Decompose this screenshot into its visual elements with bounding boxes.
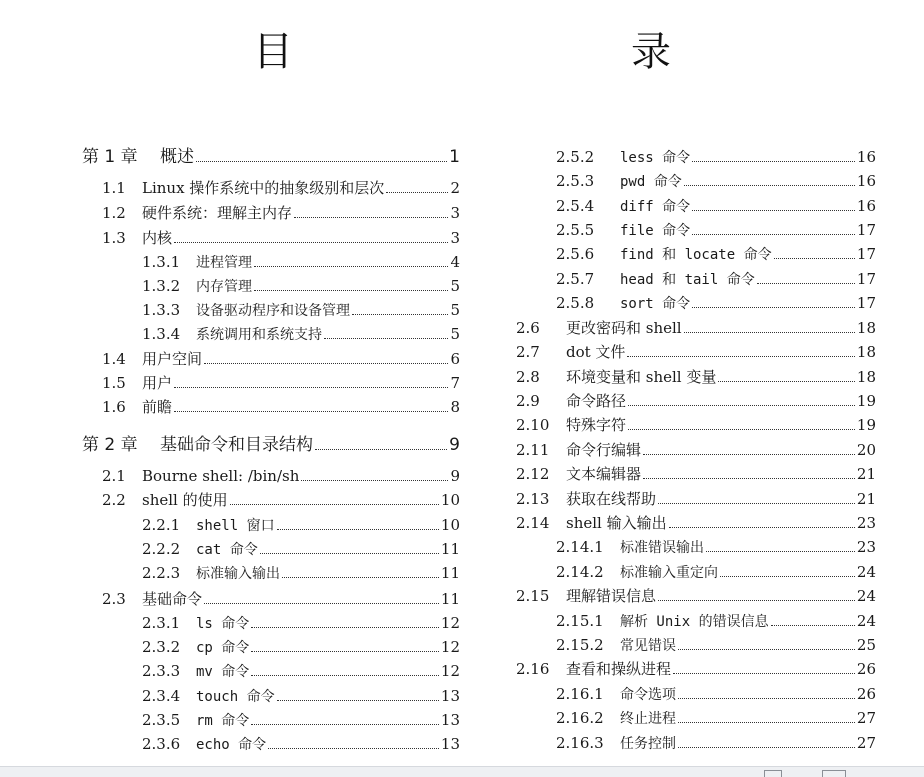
toc-entry-page: 9 bbox=[450, 467, 460, 485]
toc-entry[interactable] bbox=[556, 172, 876, 191]
toc-entry-page: 3 bbox=[450, 204, 460, 222]
toc-entry-page: 10 bbox=[440, 516, 460, 534]
toc-entry-number: 2.13 bbox=[516, 490, 550, 508]
toc-entry-title: 终止进程 bbox=[620, 711, 676, 727]
two-page-icon[interactable] bbox=[822, 770, 846, 777]
toc-leader-dots bbox=[230, 503, 439, 505]
toc-entry-title: 更改密码和 shell bbox=[566, 319, 682, 337]
toc-entry-page: 21 bbox=[856, 490, 876, 508]
toc-leader-dots bbox=[251, 674, 439, 676]
toc-entry-number: 2.14.1 bbox=[556, 538, 604, 556]
single-page-icon[interactable] bbox=[764, 770, 782, 777]
toc-leader-dots bbox=[678, 697, 855, 699]
toc-entry-page: 11 bbox=[440, 564, 460, 582]
toc-entry-title: Bourne shell: /bin/sh bbox=[142, 467, 300, 485]
toc-entry-page: 13 bbox=[440, 687, 460, 705]
toc-leader-dots bbox=[643, 453, 855, 455]
toc-entry-number: 2.3.3 bbox=[142, 662, 181, 680]
toc-leader-dots bbox=[774, 257, 855, 259]
toc-entry[interactable] bbox=[142, 516, 460, 535]
toc-entry-number: 1.5 bbox=[102, 374, 126, 392]
toc-entry-page: 11 bbox=[440, 590, 460, 608]
toc-entry[interactable] bbox=[142, 687, 460, 706]
toc-entry-page: 2 bbox=[450, 179, 460, 197]
toc-entry-page: 1 bbox=[449, 147, 460, 167]
toc-entry-page: 7 bbox=[450, 374, 460, 392]
toc-entry-number: 2.5.2 bbox=[556, 148, 595, 166]
toc-entry-title: cat 命令 bbox=[196, 542, 258, 558]
toc-leader-dots bbox=[643, 477, 855, 479]
toc-leader-dots bbox=[277, 699, 439, 701]
toc-entry-number: 2.11 bbox=[516, 441, 550, 459]
toc-entry-title: head 和 tail 命令 bbox=[620, 272, 755, 288]
toc-entry[interactable] bbox=[556, 636, 876, 655]
toc-entry-title: rm 命令 bbox=[196, 713, 250, 729]
toc-entry-title: 命令选项 bbox=[620, 687, 676, 703]
toc-entry[interactable] bbox=[102, 590, 460, 608]
toc-entry[interactable] bbox=[142, 540, 460, 559]
toc-leader-dots bbox=[254, 265, 448, 267]
toc-entry[interactable] bbox=[142, 711, 460, 730]
toc-entry-page: 16 bbox=[856, 148, 876, 166]
toc-entry-number: 2.15 bbox=[516, 587, 550, 605]
toc-entry-title: touch 命令 bbox=[196, 689, 275, 705]
toc-entry[interactable] bbox=[556, 685, 876, 704]
toc-entry[interactable] bbox=[82, 148, 460, 166]
toc-entry-title: shell 窗口 bbox=[196, 518, 275, 534]
toc-entry-title: 用户 bbox=[142, 374, 173, 392]
toc-entry-number: 2.16.1 bbox=[556, 685, 604, 703]
toc-entry-page: 16 bbox=[856, 197, 876, 215]
toc-entry-page: 18 bbox=[856, 368, 876, 386]
toc-entry-number: 2.2.1 bbox=[142, 516, 181, 534]
toc-leader-dots bbox=[771, 624, 855, 626]
toc-entry-page: 18 bbox=[856, 343, 876, 361]
toc-entry-number: 2.3.2 bbox=[142, 638, 181, 656]
toc-entry-title: ls 命令 bbox=[196, 616, 250, 632]
toc-leader-dots bbox=[196, 160, 447, 162]
toc-entry[interactable] bbox=[516, 490, 876, 508]
toc-leader-dots bbox=[174, 410, 448, 412]
toc-entry[interactable] bbox=[556, 148, 876, 167]
toc-entry-page: 9 bbox=[449, 435, 460, 455]
toc-entry-page: 27 bbox=[856, 734, 876, 752]
toc-entry-number: 1.3.3 bbox=[142, 301, 181, 319]
toc-entry-title: 任务控制 bbox=[620, 736, 676, 752]
toc-entry-title: echo 命令 bbox=[196, 737, 267, 753]
toc-leader-dots bbox=[251, 650, 439, 652]
toc-entry-number: 1.6 bbox=[102, 398, 126, 416]
toc-entry[interactable] bbox=[102, 374, 460, 392]
toc-entry-title: 标准输入重定向 bbox=[620, 565, 718, 581]
toc-entry-number: 2.3.1 bbox=[142, 614, 181, 632]
toc-entry-number: 2.2.2 bbox=[142, 540, 181, 558]
toc-entry[interactable] bbox=[556, 197, 876, 216]
toc-entry-number: 2.14.2 bbox=[556, 563, 604, 581]
toc-entry-number: 2.1 bbox=[102, 467, 126, 485]
toc-entry[interactable] bbox=[516, 343, 876, 361]
toc-leader-dots bbox=[294, 216, 448, 218]
toc-entry-number: 1.4 bbox=[102, 350, 126, 368]
toc-leader-dots bbox=[315, 448, 447, 450]
toc-entry-title: 查看和操纵进程 bbox=[566, 660, 672, 678]
toc-entry[interactable] bbox=[556, 538, 876, 557]
toc-leader-dots bbox=[301, 479, 448, 481]
toc-leader-dots bbox=[658, 599, 855, 601]
toc-entry-title: 环境变量和 shell 变量 bbox=[566, 368, 717, 386]
toc-entry-title: 文本编辑器 bbox=[566, 465, 642, 483]
toc-leader-dots bbox=[324, 337, 448, 339]
toc-leader-dots bbox=[678, 721, 855, 723]
toc-entry[interactable] bbox=[142, 277, 460, 296]
toc-entry[interactable] bbox=[142, 638, 460, 657]
toc-entry[interactable] bbox=[102, 491, 460, 509]
viewer-bottom-bar bbox=[0, 766, 924, 777]
toc-entry-title: 解析 Unix 的错误信息 bbox=[620, 614, 769, 630]
toc-leader-dots bbox=[174, 241, 448, 243]
toc-entry-title: 用户空间 bbox=[142, 350, 203, 368]
toc-entry-number: 2.5.8 bbox=[556, 294, 595, 312]
toc-leader-dots bbox=[684, 184, 855, 186]
toc-entry-number: 1.2 bbox=[102, 204, 126, 222]
toc-entry[interactable] bbox=[102, 179, 460, 197]
toc-entry-title: 标准输入输出 bbox=[196, 566, 280, 582]
toc-entry-page: 13 bbox=[440, 735, 460, 753]
toc-leader-dots bbox=[251, 723, 439, 725]
toc-entry-title: diff 命令 bbox=[620, 199, 691, 215]
toc-leader-dots bbox=[282, 576, 439, 578]
toc-entry-page: 12 bbox=[440, 614, 460, 632]
toc-leader-dots bbox=[718, 380, 855, 382]
toc-entry-page: 10 bbox=[440, 491, 460, 509]
toc-leader-dots bbox=[658, 502, 855, 504]
toc-entry-title: shell 的使用 bbox=[142, 491, 228, 509]
toc-entry-number: 2.9 bbox=[516, 392, 540, 410]
toc-entry[interactable] bbox=[102, 350, 460, 368]
toc-entry-title: 内核 bbox=[142, 229, 173, 247]
toc-entry-number: 2.5.5 bbox=[556, 221, 595, 239]
toc-entry-title: 特殊字符 bbox=[566, 416, 627, 434]
toc-entry-title: 硬件系统：理解主内存 bbox=[142, 204, 293, 222]
toc-entry-number: 2.15.1 bbox=[556, 612, 604, 630]
toc-entry[interactable] bbox=[142, 735, 460, 754]
toc-entry-number: 1.3 bbox=[102, 229, 126, 247]
toc-entry-number: 1.3.1 bbox=[142, 253, 181, 271]
toc-entry-page: 13 bbox=[440, 711, 460, 729]
toc-leader-dots bbox=[386, 191, 448, 193]
toc-leader-dots bbox=[277, 528, 439, 530]
toc-entry-page: 20 bbox=[856, 441, 876, 459]
toc-entry[interactable] bbox=[516, 514, 876, 532]
toc-entry-title: 获取在线帮助 bbox=[566, 490, 657, 508]
toc-entry-number: 第 2 章 bbox=[82, 435, 138, 455]
toc-entry-title: sort 命令 bbox=[620, 296, 691, 312]
toc-entry-title: 内存管理 bbox=[196, 279, 252, 295]
toc-leader-dots bbox=[204, 362, 448, 364]
toc-entry-page: 25 bbox=[856, 636, 876, 654]
toc-entry-page: 24 bbox=[856, 563, 876, 581]
toc-entry-number: 1.1 bbox=[102, 179, 126, 197]
toc-entry-title: 标准错误输出 bbox=[620, 540, 704, 556]
toc-leader-dots bbox=[268, 747, 439, 749]
toc-entry-title: 进程管理 bbox=[196, 255, 252, 271]
toc-entry-page: 4 bbox=[450, 253, 460, 271]
toc-entry-title: 概述 bbox=[160, 147, 194, 167]
toc-entry-number: 2.5.6 bbox=[556, 245, 595, 263]
toc-entry-number: 2.5.7 bbox=[556, 270, 595, 288]
toc-entry[interactable] bbox=[556, 270, 876, 289]
toc-entry-page: 26 bbox=[856, 660, 876, 678]
toc-entry-page: 12 bbox=[440, 638, 460, 656]
toc-entry[interactable] bbox=[102, 229, 460, 247]
toc-entry-number: 2.3.6 bbox=[142, 735, 181, 753]
toc-entry-number: 2.6 bbox=[516, 319, 540, 337]
toc-entry[interactable] bbox=[556, 221, 876, 240]
toc-entry-title: find 和 locate 命令 bbox=[620, 247, 772, 263]
toc-entry[interactable] bbox=[142, 662, 460, 681]
toc-entry-page: 17 bbox=[856, 245, 876, 263]
toc-leader-dots bbox=[692, 306, 855, 308]
toc-entry-page: 16 bbox=[856, 172, 876, 190]
toc-entry-title: mv 命令 bbox=[196, 664, 250, 680]
toc-entry-page: 5 bbox=[450, 301, 460, 319]
toc-entry-title: dot 文件 bbox=[566, 343, 626, 361]
toc-entry[interactable] bbox=[516, 368, 876, 386]
toc-entry[interactable] bbox=[556, 563, 876, 582]
toc-entry-title: pwd 命令 bbox=[620, 174, 682, 190]
toc-entry[interactable] bbox=[82, 436, 460, 454]
toc-entry-page: 21 bbox=[856, 465, 876, 483]
toc-leader-dots bbox=[669, 526, 855, 528]
toc-entry-number: 2.3.4 bbox=[142, 687, 181, 705]
toc-entry-page: 8 bbox=[450, 398, 460, 416]
toc-entry-number: 2.12 bbox=[516, 465, 550, 483]
toc-entry-title: file 命令 bbox=[620, 223, 691, 239]
toc-entry-title: 系统调用和系统支持 bbox=[196, 327, 322, 343]
toc-entry-page: 19 bbox=[856, 392, 876, 410]
toc-entry[interactable] bbox=[556, 612, 876, 631]
toc-entry[interactable] bbox=[516, 465, 876, 483]
toc-entry-title: 命令行编辑 bbox=[566, 441, 642, 459]
toc-entry-page: 26 bbox=[856, 685, 876, 703]
toc-entry[interactable] bbox=[516, 392, 876, 410]
toc-entry[interactable] bbox=[516, 441, 876, 459]
toc-leader-dots bbox=[628, 404, 855, 406]
toc-entry-page: 17 bbox=[856, 294, 876, 312]
toc-entry-number: 1.3.2 bbox=[142, 277, 181, 295]
toc-entry-number: 2.7 bbox=[516, 343, 540, 361]
toc-entry-number: 2.15.2 bbox=[556, 636, 604, 654]
toc-entry-page: 23 bbox=[856, 514, 876, 532]
toc-entry-title: 理解错误信息 bbox=[566, 587, 657, 605]
toc-entry-title: 设备驱动程序和设备管理 bbox=[196, 303, 350, 319]
toc-entry-number: 2.16.2 bbox=[556, 709, 604, 727]
toc-entry-page: 5 bbox=[450, 325, 460, 343]
toc-leader-dots bbox=[204, 602, 439, 604]
toc-leader-dots bbox=[628, 428, 855, 430]
toc-leader-dots bbox=[627, 355, 854, 357]
toc-leader-dots bbox=[678, 746, 855, 748]
toc-entry-title: less 命令 bbox=[620, 150, 691, 166]
toc-entry[interactable] bbox=[556, 709, 876, 728]
toc-entry[interactable] bbox=[556, 294, 876, 313]
toc-entry[interactable] bbox=[142, 614, 460, 633]
toc-entry-number: 2.3.5 bbox=[142, 711, 181, 729]
toc-entry[interactable] bbox=[556, 734, 876, 753]
toc-leader-dots bbox=[352, 313, 448, 315]
toc-entry[interactable] bbox=[142, 301, 460, 320]
toc-entry-page: 27 bbox=[856, 709, 876, 727]
toc-entry[interactable] bbox=[102, 398, 460, 416]
toc-entry-title: 命令路径 bbox=[566, 392, 627, 410]
toc-entry[interactable] bbox=[516, 416, 876, 434]
toc-entry-number: 2.5.3 bbox=[556, 172, 595, 190]
toc-leader-dots bbox=[260, 552, 439, 554]
toc-entry-number: 2.10 bbox=[516, 416, 550, 434]
toc-leader-dots bbox=[706, 550, 855, 552]
toc-entry-page: 24 bbox=[856, 587, 876, 605]
toc-leader-dots bbox=[678, 648, 855, 650]
toc-leader-dots bbox=[692, 160, 855, 162]
toc-entry[interactable] bbox=[142, 253, 460, 272]
toc-entry-page: 18 bbox=[856, 319, 876, 337]
toc-entry-number: 2.14 bbox=[516, 514, 550, 532]
toc-entry-page: 5 bbox=[450, 277, 460, 295]
toc-entry[interactable] bbox=[516, 660, 876, 678]
toc-leader-dots bbox=[757, 282, 855, 284]
toc-entry-page: 17 bbox=[856, 221, 876, 239]
toc-leader-dots bbox=[692, 233, 855, 235]
toc-entry-title: shell 输入输出 bbox=[566, 514, 667, 532]
toc-entry-title: 基础命令和目录结构 bbox=[160, 435, 313, 455]
toc-entry-number: 2.5.4 bbox=[556, 197, 595, 215]
toc-entry[interactable] bbox=[516, 587, 876, 605]
toc-leader-dots bbox=[251, 626, 439, 628]
toc-entry-number: 2.16.3 bbox=[556, 734, 604, 752]
toc-entry-number: 2.2.3 bbox=[142, 564, 181, 582]
toc-leader-dots bbox=[673, 672, 855, 674]
toc-entry-page: 3 bbox=[450, 229, 460, 247]
toc-entry-title: 常见错误 bbox=[620, 638, 676, 654]
toc-entry-page: 17 bbox=[856, 270, 876, 288]
toc-entry[interactable] bbox=[556, 245, 876, 264]
toc-entry-title: Linux 操作系统中的抽象级别和层次 bbox=[142, 179, 385, 197]
toc-entry[interactable] bbox=[516, 319, 876, 337]
toc-leader-dots bbox=[174, 386, 448, 388]
toc-entry-page: 23 bbox=[856, 538, 876, 556]
toc-entry-page: 19 bbox=[856, 416, 876, 434]
toc-entry-page: 11 bbox=[440, 540, 460, 558]
toc-entry[interactable] bbox=[142, 325, 460, 344]
toc-leader-dots bbox=[684, 331, 855, 333]
toc-leader-dots bbox=[692, 209, 855, 211]
toc-entry-number: 2.8 bbox=[516, 368, 540, 386]
toc-entry-number: 2.3 bbox=[102, 590, 126, 608]
toc-entry-page: 6 bbox=[450, 350, 460, 368]
toc-leader-dots bbox=[720, 575, 855, 577]
toc-entry-number: 2.16 bbox=[516, 660, 550, 678]
toc-leader-dots bbox=[254, 289, 448, 291]
toc-entry-title: 前瞻 bbox=[142, 398, 173, 416]
toc-entry-number: 1.3.4 bbox=[142, 325, 181, 343]
toc-entry-title: cp 命令 bbox=[196, 640, 250, 656]
toc-entry-page: 24 bbox=[856, 612, 876, 630]
toc-entry-title: 基础命令 bbox=[142, 590, 203, 608]
toc-entry[interactable] bbox=[102, 467, 460, 485]
toc-entry[interactable] bbox=[142, 564, 460, 583]
toc-entry-page: 12 bbox=[440, 662, 460, 680]
toc-entry[interactable] bbox=[102, 204, 460, 222]
toc-entry-number: 第 1 章 bbox=[82, 147, 138, 167]
toc-title: 目 录 bbox=[253, 29, 757, 75]
toc-entry-number: 2.2 bbox=[102, 491, 126, 509]
